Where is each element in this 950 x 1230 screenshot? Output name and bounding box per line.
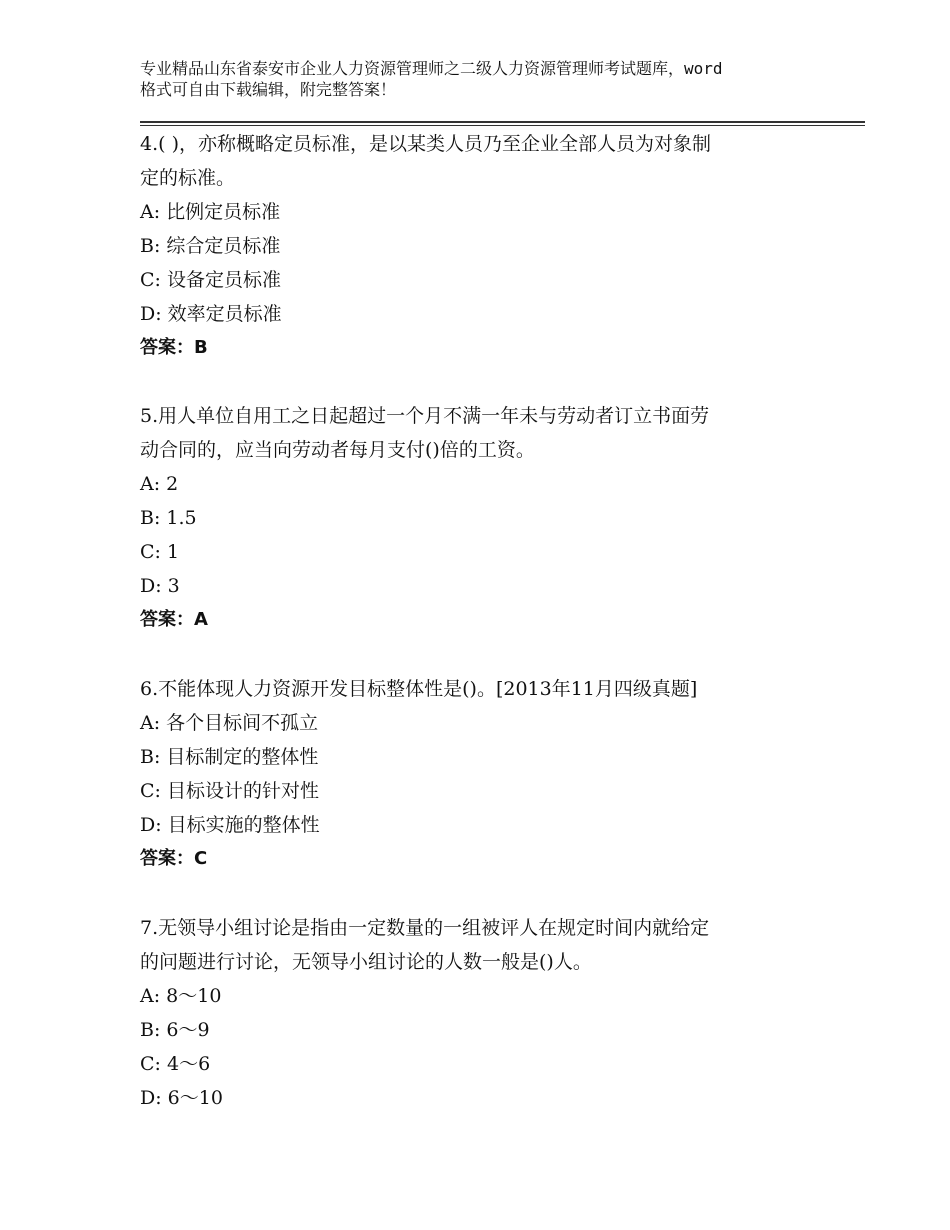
option-d: D: 3 xyxy=(140,575,180,597)
option-b: B: 综合定员标准 xyxy=(140,235,281,257)
answer-label: 答案：A xyxy=(140,609,208,630)
option-a: A: 比例定员标准 xyxy=(140,201,281,223)
option-c: C: 目标设计的针对性 xyxy=(140,780,319,802)
option-b: B: 6～9 xyxy=(140,1019,210,1041)
question-stem-line: 的问题进行讨论，无领导小组讨论的人数一般是()人。 xyxy=(140,951,592,973)
question-stem-line: 动合同的，应当向劳动者每月支付()倍的工资。 xyxy=(140,439,535,461)
question-4 xyxy=(140,127,840,365)
header-line-2: 格式可自由下载编辑，附完整答案！ xyxy=(140,80,397,99)
option-d: D: 目标实施的整体性 xyxy=(140,814,320,836)
question-stem-line: 7.无领导小组讨论是指由一定数量的一组被评人在规定时间内就给定 xyxy=(140,917,710,939)
option-d: D: 6～10 xyxy=(140,1087,223,1109)
option-b: B: 1.5 xyxy=(140,507,197,529)
header-divider-thick xyxy=(140,121,865,123)
document-header xyxy=(140,58,840,100)
option-c: C: 4～6 xyxy=(140,1053,211,1075)
header-line-1: 专业精品山东省泰安市企业人力资源管理师之二级人力资源管理师考试题库，word xyxy=(140,59,723,78)
question-stem-line: 5.用人单位自用工之日起超过一个月不满一年未与劳动者订立书面劳 xyxy=(140,405,710,427)
option-a: A: 8～10 xyxy=(140,985,222,1007)
answer-label: 答案：C xyxy=(140,848,208,869)
option-d: D: 效率定员标准 xyxy=(140,303,282,325)
question-stem-line: 定的标准。 xyxy=(140,167,236,189)
option-c: C: 设备定员标准 xyxy=(140,269,281,291)
question-7 xyxy=(140,911,840,1115)
question-stem-line: 6.不能体现人力资源开发目标整体性是()。[2013年11月四级真题] xyxy=(140,678,698,700)
option-c: C: 1 xyxy=(140,541,180,563)
answer-label: 答案：B xyxy=(140,337,208,358)
question-6 xyxy=(140,672,840,876)
option-a: A: 2 xyxy=(140,473,179,495)
option-b: B: 目标制定的整体性 xyxy=(140,746,319,768)
header-divider-thin xyxy=(140,125,865,126)
option-a: A: 各个目标间不孤立 xyxy=(140,712,319,734)
question-stem-line: 4.( )，亦称概略定员标准，是以某类人员乃至企业全部人员为对象制 xyxy=(140,133,711,155)
question-5 xyxy=(140,399,840,637)
